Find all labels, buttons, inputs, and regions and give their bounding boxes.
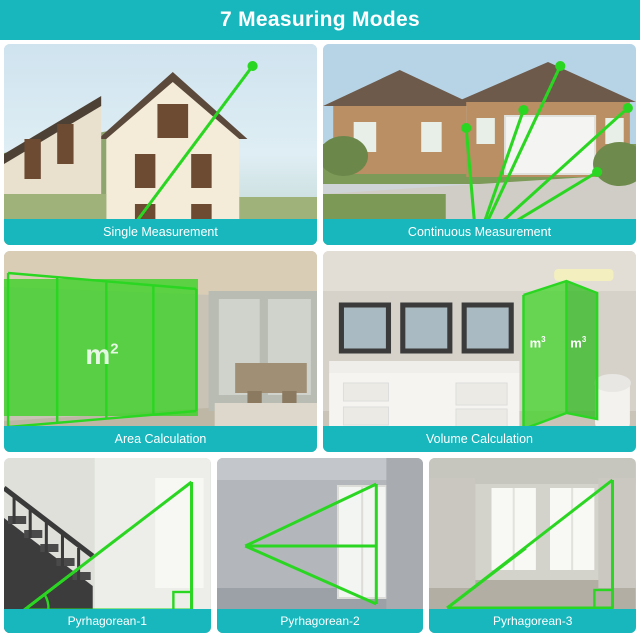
photo-area-calculation	[4, 251, 317, 452]
mode-caption: Volume Calculation	[323, 426, 636, 452]
area-unit-label: $m^2$	[85, 339, 119, 371]
laser-beam-overlay	[4, 44, 317, 245]
mode-caption: Continuous Measurement	[323, 219, 636, 245]
volume-box-overlay	[323, 251, 636, 452]
mode-caption: Pyrhagorean-1	[4, 609, 211, 633]
page-title: 7 Measuring Modes	[220, 8, 420, 31]
mode-caption: Pyrhagorean-3	[429, 609, 636, 633]
volume-unit-label-2: $m^3$	[570, 335, 587, 351]
mode-card-pythagorean-1[interactable]	[4, 458, 211, 633]
mode-card-pythagorean-3[interactable]	[429, 458, 636, 633]
mode-caption: Pyrhagorean-2	[217, 609, 424, 633]
mode-caption: Single Measurement	[4, 219, 317, 245]
modes-grid	[0, 40, 640, 643]
photo-pythagorean-3	[429, 458, 636, 633]
page-header	[0, 0, 640, 40]
mode-card-area-calculation[interactable]	[4, 251, 317, 452]
photo-pythagorean-2	[217, 458, 424, 633]
mode-card-pythagorean-2[interactable]	[217, 458, 424, 633]
mode-card-volume-calculation[interactable]	[323, 251, 636, 452]
laser-beam-overlay	[4, 458, 211, 633]
photo-volume-calculation	[323, 251, 636, 452]
modes-row-2	[4, 251, 636, 452]
photo-continuous-measurement	[323, 44, 636, 245]
volume-unit-label-1: $m^3$	[529, 335, 546, 351]
photo-pythagorean-1	[4, 458, 211, 633]
laser-beam-overlay	[323, 44, 636, 245]
modes-row-1	[4, 44, 636, 245]
mode-card-continuous-measurement[interactable]	[323, 44, 636, 245]
mode-caption: Area Calculation	[4, 426, 317, 452]
area-grid-overlay	[4, 251, 317, 452]
laser-beam-overlay	[217, 458, 424, 633]
photo-single-measurement	[4, 44, 317, 245]
laser-beam-overlay	[429, 458, 636, 633]
modes-row-3	[4, 458, 636, 633]
mode-card-single-measurement[interactable]	[4, 44, 317, 245]
